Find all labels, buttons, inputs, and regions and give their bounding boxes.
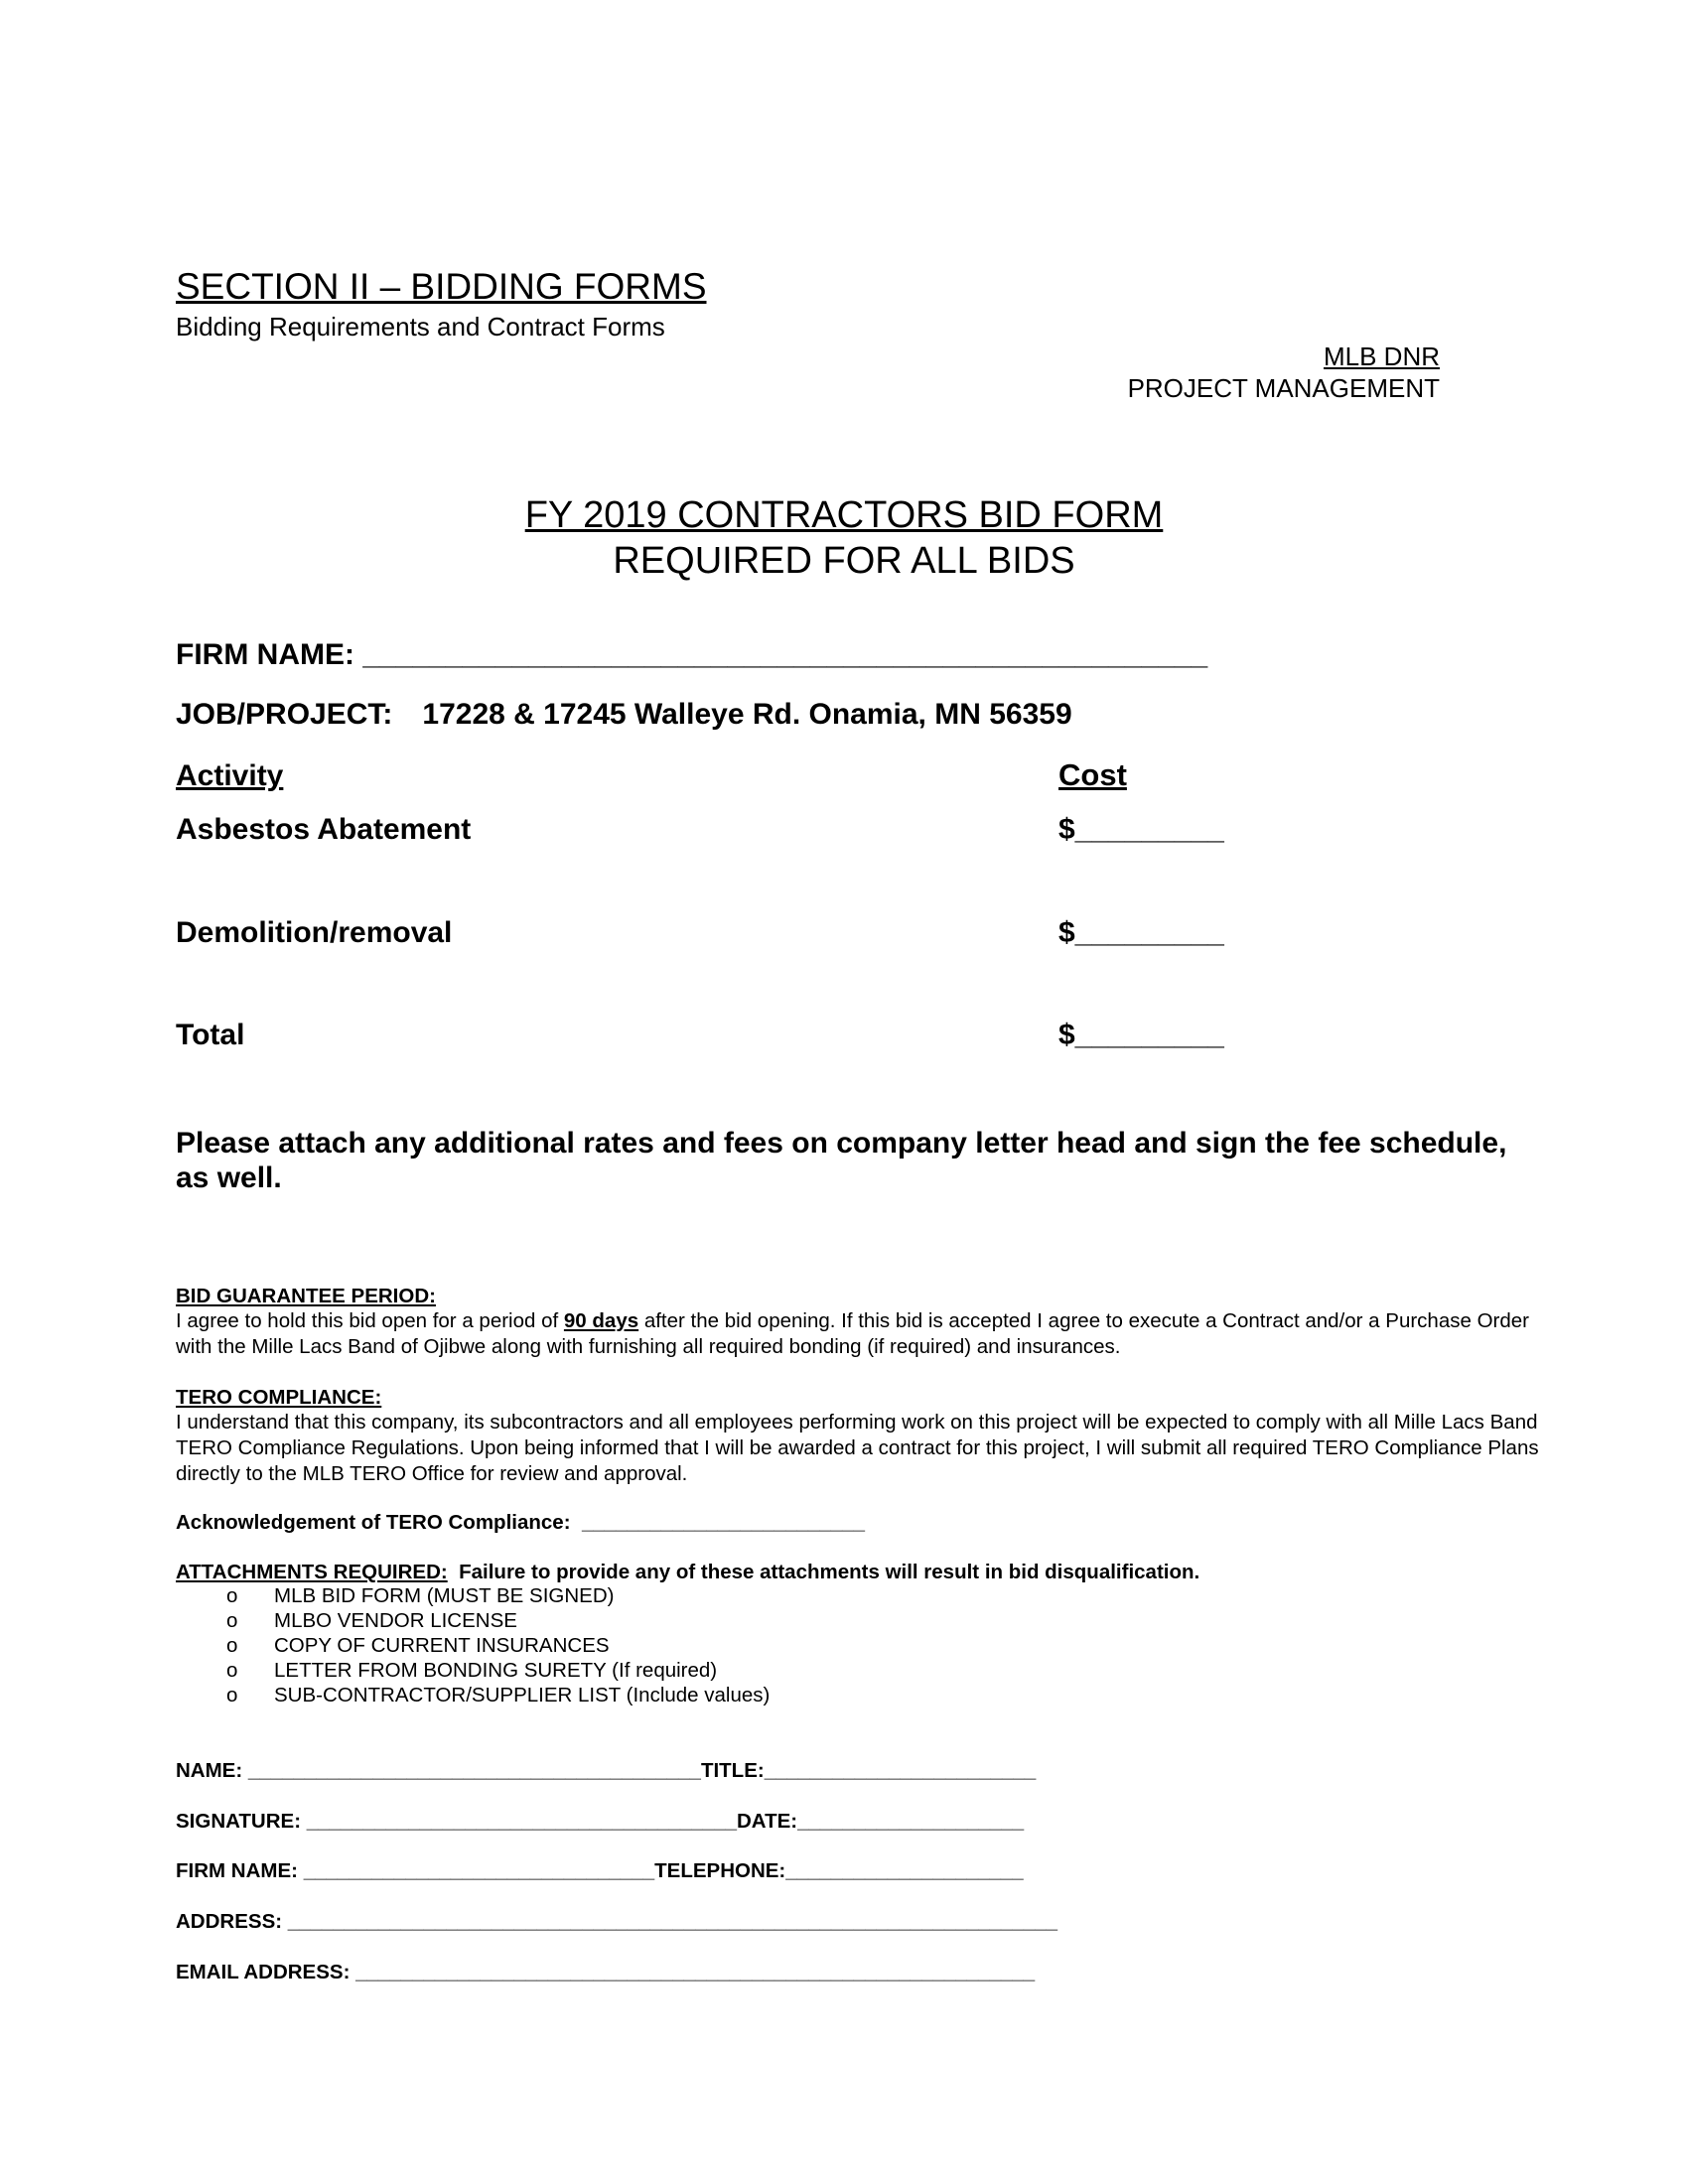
attachment-label: COPY OF CURRENT INSURANCES	[274, 1634, 610, 1657]
list-item	[226, 1634, 610, 1658]
job-project-row	[176, 698, 1072, 732]
bid-guarantee-text-start: I agree to hold this bid open for a period of	[176, 1309, 564, 1332]
attach-rates-note: Please attach any additional rates and fees on company letter head and sign the fee schedule, as well.	[176, 1127, 1507, 1194]
list-item	[226, 1659, 717, 1683]
attachments-warning: Failure to provide any of these attachments will result in bid disqualification.	[459, 1561, 1200, 1583]
section-subtitle: Bidding Requirements and Contract Forms	[176, 312, 665, 341]
cost-field-demolition[interactable]: $_________	[1058, 916, 1224, 949]
signature-label: SIGNATURE:	[176, 1810, 302, 1833]
bid-guarantee-text	[176, 1308, 1546, 1360]
signature-field[interactable]: ______________________________________	[306, 1810, 737, 1833]
address-label: ADDRESS:	[176, 1910, 283, 1933]
job-project-label: JOB/PROJECT:	[176, 698, 393, 731]
email-field[interactable]: ____________________________________________________________	[355, 1961, 1036, 1983]
tero-compliance-heading: TERO COMPLIANCE:	[176, 1386, 382, 1409]
activity-demolition-removal: Demolition/removal	[176, 916, 453, 949]
name-title-row	[176, 1759, 1036, 1783]
name-field[interactable]: ________________________________________	[247, 1759, 701, 1782]
bid-guarantee-heading: BID GUARANTEE PERIOD:	[176, 1285, 436, 1307]
circle-bullet-icon: o	[226, 1584, 238, 1607]
telephone-label: TELEPHONE:	[654, 1859, 786, 1882]
attachment-label: SUB-CONTRACTOR/SUPPLIER LIST (Include values)	[274, 1684, 771, 1706]
firm-name-sig-label: FIRM NAME:	[176, 1859, 298, 1882]
form-title	[0, 494, 1688, 537]
bid-guarantee-days: 90 days	[563, 1309, 639, 1332]
form-title-text: FY 2019 CONTRACTORS BID FORM	[524, 494, 1164, 536]
tero-compliance-text: I understand that this company, its subcontractors and all employees performing work on this project will be expected to comply with all Mille Lacs Band TERO Compliance Regulations. Upon being informed that I will be awarded a contract for this project, I will submit all required TERO Compliance Plans directly to the MLB TERO Office for review and approval.	[176, 1411, 1539, 1485]
firm-name-label: FIRM NAME:	[176, 638, 354, 671]
list-item	[226, 1684, 770, 1707]
job-project-value: 17228 & 17245 Walleye Rd. Onamia, MN 56359	[422, 698, 1072, 731]
activity-total: Total	[176, 1019, 245, 1051]
address-field[interactable]: ____________________________________________________________________	[287, 1910, 1058, 1933]
section-title: SECTION II – BIDDING FORMS	[176, 266, 707, 307]
attachment-label: LETTER FROM BONDING SURETY (If required)	[274, 1659, 718, 1682]
name-label: NAME:	[176, 1759, 243, 1782]
firm-telephone-row	[176, 1859, 1024, 1883]
email-label: EMAIL ADDRESS:	[176, 1961, 351, 1983]
cost-column-header: Cost	[1058, 757, 1127, 792]
signature-date-row	[176, 1810, 1024, 1834]
title-label: TITLE:	[700, 1759, 765, 1782]
org-name: MLB DNR	[1323, 341, 1440, 371]
circle-bullet-icon: o	[226, 1684, 238, 1706]
firm-name-row	[176, 638, 1207, 672]
attachments-required-heading: ATTACHMENTS REQUIRED:	[176, 1561, 448, 1583]
firm-name-field[interactable]: ___________________________________________________	[362, 638, 1208, 671]
cost-field-total[interactable]: $_________	[1058, 1019, 1224, 1051]
date-label: DATE:	[737, 1810, 798, 1833]
list-item	[226, 1609, 517, 1633]
attachments-required-row	[176, 1560, 1199, 1585]
telephone-field[interactable]: _____________________	[785, 1859, 1024, 1882]
firm-name-sig-field[interactable]: _______________________________	[303, 1859, 655, 1882]
activity-asbestos-abatement: Asbestos Abatement	[176, 813, 472, 846]
list-item	[226, 1584, 614, 1608]
address-row	[176, 1910, 1057, 1934]
circle-bullet-icon: o	[226, 1659, 238, 1682]
bid-guarantee-text-end: after the bid opening. If this bid is accepted I agree to execute a Contract and/or a Purchase Order with the Mille Lacs Band of Ojibwe along with furnishing all required bonding (if required) and insurances.	[176, 1309, 1529, 1358]
email-row	[176, 1961, 1035, 1984]
tero-acknowledgement-label: Acknowledgement of TERO Compliance:	[176, 1511, 571, 1534]
form-subtitle: REQUIRED FOR ALL BIDS	[613, 540, 1075, 582]
tero-acknowledgement-field[interactable]: _________________________	[581, 1511, 865, 1534]
date-field[interactable]: ____________________	[797, 1810, 1025, 1833]
cost-field-asbestos[interactable]: $_________	[1058, 813, 1224, 846]
tero-acknowledgement-row	[176, 1510, 865, 1536]
title-field[interactable]: ________________________	[764, 1759, 1037, 1782]
attachment-label: MLB BID FORM (MUST BE SIGNED)	[274, 1584, 615, 1607]
activity-column-header: Activity	[176, 759, 284, 792]
attachment-label: MLBO VENDOR LICENSE	[274, 1609, 517, 1632]
org-department: PROJECT MANAGEMENT	[1127, 373, 1440, 403]
circle-bullet-icon: o	[226, 1634, 238, 1657]
circle-bullet-icon: o	[226, 1609, 238, 1632]
